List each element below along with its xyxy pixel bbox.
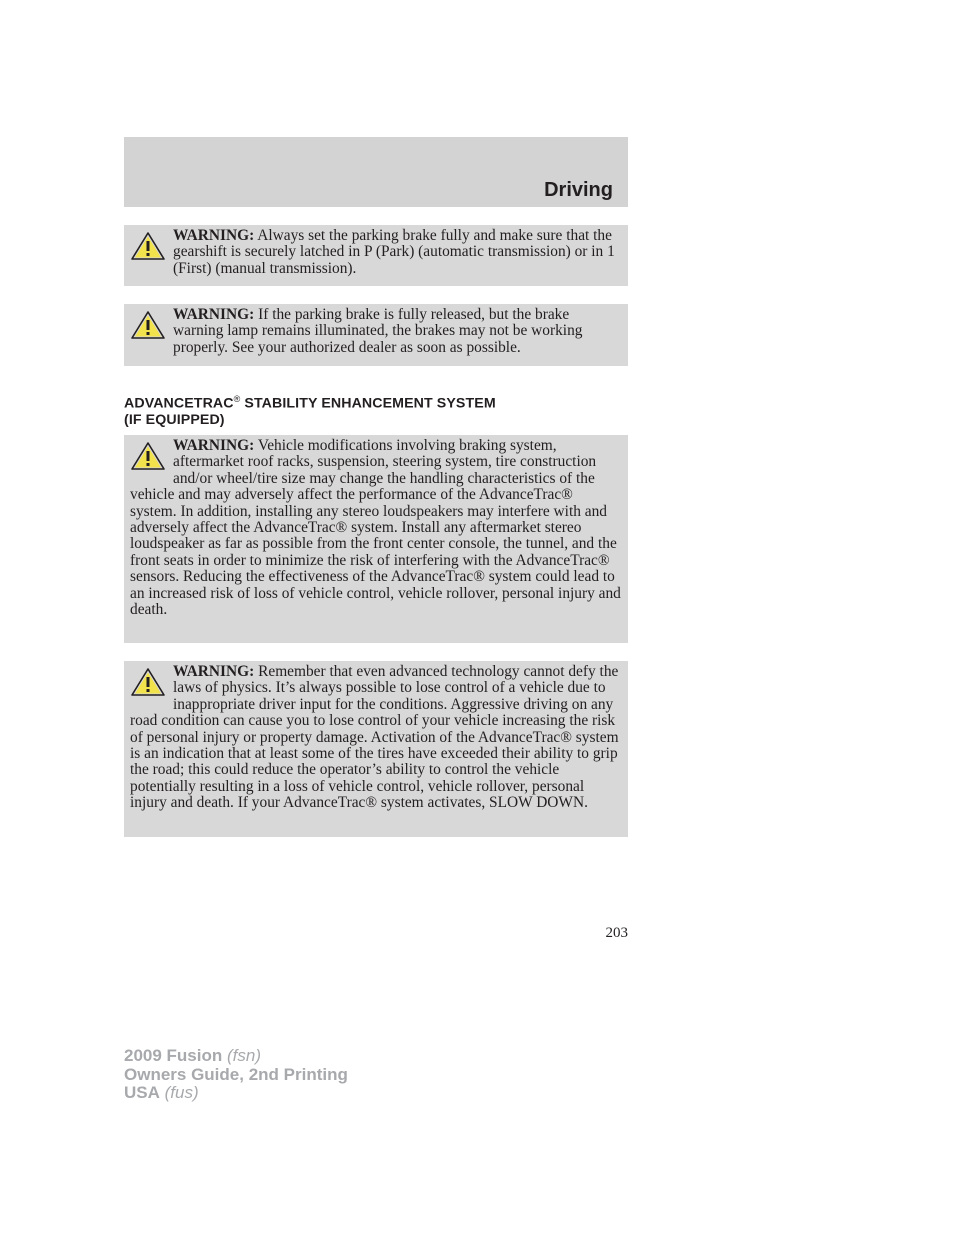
warning-triangle-icon <box>130 441 166 471</box>
footer-line-3: USA (fus) <box>124 1083 199 1102</box>
warning-box-brake-lamp <box>124 304 628 366</box>
warning-text: Always set the parking brake fully and make sure that the gearshift is securely latched in P (Park) (automatic transmission) or in 1 (First) (manual transmission). <box>173 227 615 277</box>
warning-box-vehicle-modifications <box>124 435 628 643</box>
footer-line-2: Owners Guide, 2nd Printing <box>124 1064 348 1084</box>
warning-label: WARNING: <box>173 227 255 244</box>
document-footer <box>124 1047 348 1103</box>
heading-part1: ADVANCETRAC <box>124 395 234 412</box>
section-header <box>124 137 628 207</box>
warning-triangle-icon <box>130 231 166 261</box>
warning-label: WARNING: <box>173 663 255 680</box>
footer-line-1: 2009 Fusion (fsn) <box>124 1046 261 1065</box>
warning-triangle-icon <box>130 667 166 697</box>
page-number: 203 <box>605 925 628 941</box>
warning-text: If the parking brake is fully released, but the brake warning lamp remains illuminated, the brakes may not be working properly. See your authorized dealer as soon as possible. <box>173 306 583 356</box>
warning-label: WARNING: <box>173 306 255 323</box>
warning-text: Remember that even advanced technology cannot defy the laws of physics. It’s always possible to lose control of a vehicle due to inappropriate driver input for the conditions. Aggressive driving on any road condition can cause you to lose control of your vehicle increasing the risk of personal injury or property damage. Activation of the AdvanceTrac® system is an indication that at least some of the tires have exceeded their ability to grip the road; this could reduce the operator’s ability to control the vehicle potentially resulting in a loss of vehicle control, vehicle rollover, personal injury and death. If your AdvanceTrac® system activates, SLOW DOWN. <box>130 663 619 812</box>
warning-label: WARNING: <box>173 437 255 454</box>
section-title: Driving <box>544 179 613 201</box>
heading-registered-mark: ® <box>233 394 241 404</box>
warning-box-laws-of-physics <box>124 661 628 837</box>
heading-part2: STABILITY ENHANCEMENT SYSTEM <box>240 395 496 412</box>
warning-text: Vehicle modifications involving braking system, aftermarket roof racks, suspension, steering system, tire construction and/or wheel/tire size may change the handling characteristics of the vehicle and may adversely affect the performance of the AdvanceTrac® system. In addition, installing any stereo loudspeakers may interfere with and adversely affect the AdvanceTrac® system. Install any aftermarket stereo loudspeaker as far as possible from the front center console, the tunnel, and the front seats in order to minimize the risk of interfering with the AdvanceTrac® sensors. Reducing the effectiveness of the AdvanceTrac® system could lead to an increased risk of loss of vehicle control, vehicle rollover, personal injury and death. <box>130 437 621 619</box>
warning-box-parking-latch <box>124 225 628 286</box>
advancetrac-section-heading <box>124 391 628 429</box>
heading-line2: (IF EQUIPPED) <box>124 412 225 429</box>
warning-triangle-icon <box>130 310 166 340</box>
